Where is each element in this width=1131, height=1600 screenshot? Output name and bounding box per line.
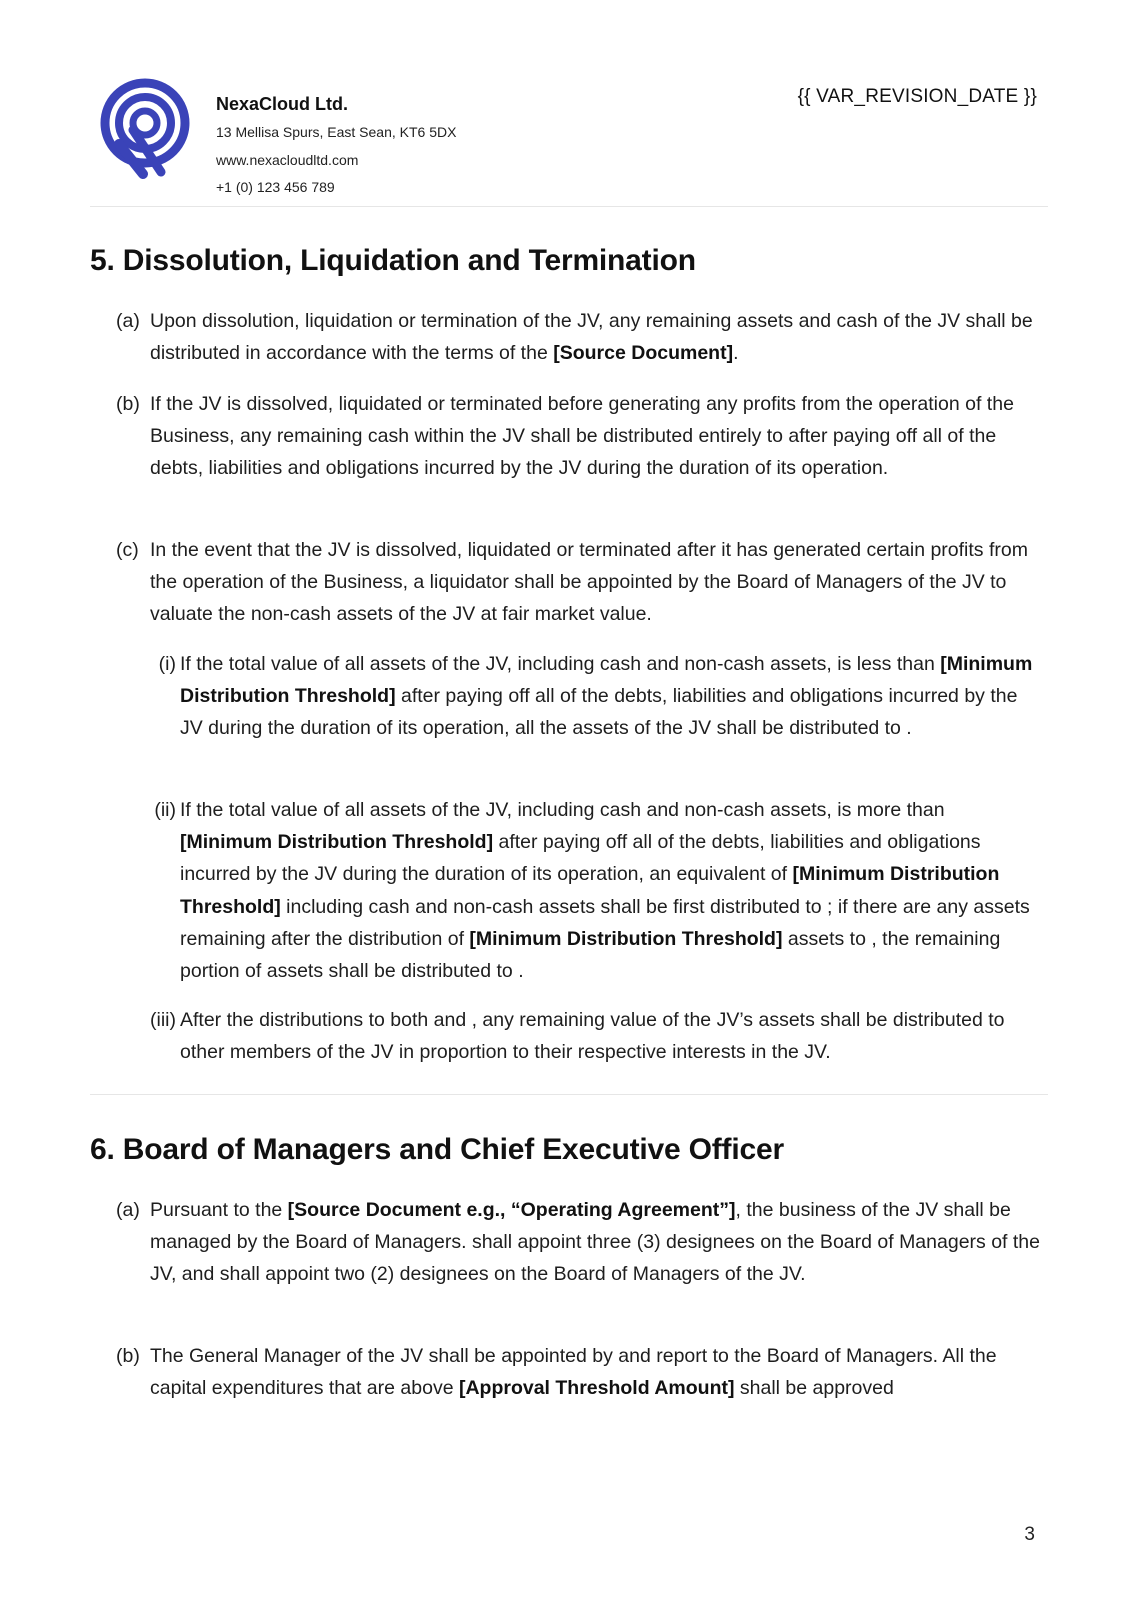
clause-5c: (c) In the event that the JV is dissolved, liquidated or terminated after it has generated certain profits from the operation of the Business, a liquidator shall be appointed by the Board of Managers of the JV to valuate the non-cash assets of the JV at fair market value. — [150, 534, 1040, 631]
section-divider — [90, 1094, 1048, 1095]
clause-6b: (b) The General Manager of the JV shall be appointed by and report to the Board of Managers. All the capital expenditures that are above [Approval Threshold Amount] shall be approved — [150, 1340, 1040, 1404]
company-info — [216, 94, 456, 196]
clause-label: (b) — [116, 393, 140, 415]
placeholder-source-document: [Source Document e.g., “Operating Agreement”] — [287, 1199, 736, 1221]
company-website: www.nexacloudltd.com — [216, 152, 359, 168]
clause-label: (a) — [116, 310, 140, 332]
clause-5c-iii: (iii) After the distributions to both and , any remaining value of the JV’s assets shall be distributed to other members of the JV in proportion to their respective interests in the JV. — [180, 1004, 1040, 1068]
placeholder-approval-threshold: [Approval Threshold Amount] — [458, 1377, 735, 1400]
company-phone: +1 (0) 123 456 789 — [216, 179, 335, 195]
clause-label: (a) — [116, 1199, 140, 1221]
clause-label: (iii) — [150, 1009, 176, 1031]
clause-5c-ii: (ii) If the total value of all assets of the JV, including cash and non-cash assets, is more than [Minimum Distribution Threshold] after paying off all of the debts, liabilities and obligations incurred by the JV during the duration of its operation, an equivalent of [Minimum Distribution Threshold] including cash and non-cash assets shall be first distributed to ; if there are any assets remaining after the distribution of [Minimum Distribution Threshold] assets to , the remaining portion of assets shall be distributed to . — [180, 794, 1040, 987]
company-name: NexaCloud Ltd. — [216, 94, 349, 114]
section-6-title: 6. Board of Managers and Chief Executive Officer — [90, 1133, 784, 1166]
placeholder-min-threshold: [Minimum Distribution Threshold] — [180, 863, 1000, 918]
placeholder-min-threshold: [Minimum Distribution Threshold] — [180, 831, 494, 854]
clause-6a: (a) Pursuant to the [Source Document e.g., “Operating Agreement”], the business of the JV shall be managed by the Board of Managers. shall appoint three (3) designees on the Board of Managers of the JV, and shall appoint two (2) designees on the Board of Managers of the JV. — [150, 1194, 1040, 1291]
clause-label: (b) — [116, 1345, 140, 1367]
header-divider — [90, 206, 1048, 207]
revision-date: {{ VAR_REVISION_DATE }} — [797, 86, 1037, 107]
company-logo — [99, 78, 193, 182]
section-5-title: 5. Dissolution, Liquidation and Termination — [90, 244, 696, 277]
company-address: 13 Mellisa Spurs, East Sean, KT6 5DX — [216, 124, 457, 140]
clause-5a: (a) Upon dissolution, liquidation or termination of the JV, any remaining assets and cash of the JV shall be distributed in accordance with the terms of the [Source Document]. — [150, 305, 1040, 369]
page-number: 3 — [1024, 1524, 1035, 1545]
placeholder-min-threshold: [Minimum Distribution Threshold] — [180, 653, 1033, 708]
clause-label: (i) — [158, 653, 176, 675]
clause-5c-i: (i) If the total value of all assets of the JV, including cash and non-cash assets, is less than [Minimum Distribution Threshold] after paying off all of the debts, liabilities and obligations incurred by the JV during the duration of its operation, all the assets of the JV shall be distributed to . — [180, 648, 1040, 745]
clause-label: (c) — [116, 539, 139, 561]
letterhead — [90, 78, 1050, 212]
clause-5b: (b) If the JV is dissolved, liquidated or terminated before generating any profits from the operation of the Business, any remaining cash within the JV shall be distributed entirely to after paying off all of the debts, liabilities and obligations incurred by the JV during the duration of its operation. — [150, 388, 1040, 485]
placeholder-source-document: [Source Document] — [553, 342, 734, 365]
clause-label: (ii) — [154, 799, 176, 821]
placeholder-min-threshold: [Minimum Distribution Threshold] — [469, 927, 783, 950]
